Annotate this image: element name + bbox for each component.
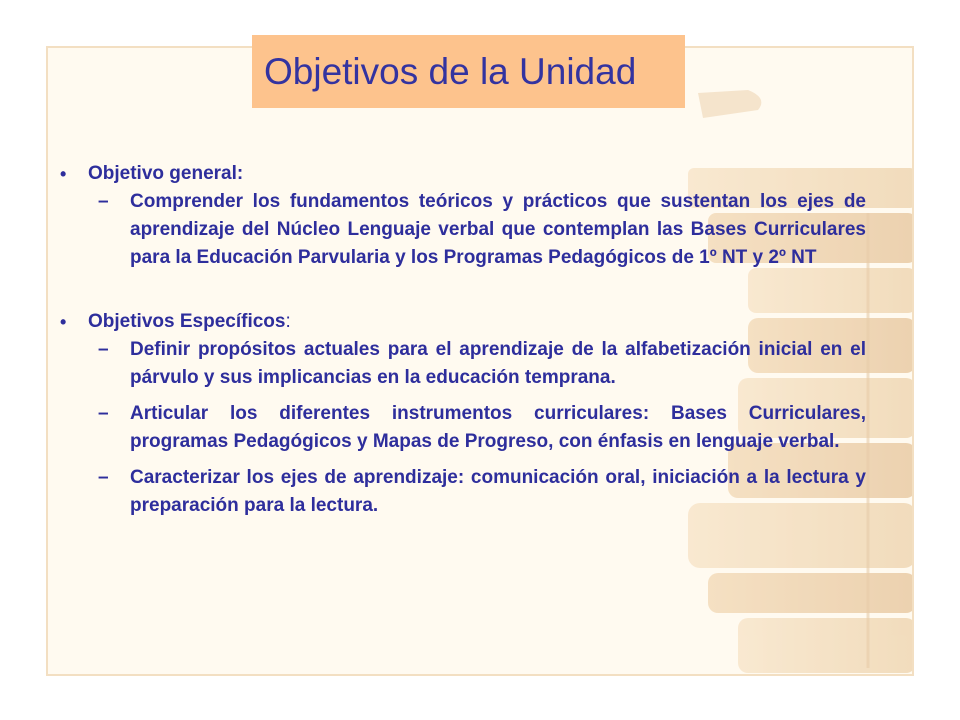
specific-heading-text: Objetivos Específicos xyxy=(88,311,286,332)
general-objective-heading xyxy=(56,160,866,188)
dash-icon: – xyxy=(98,191,109,212)
slide-title: Objetivos de la Unidad xyxy=(264,51,637,92)
specific-item-text: Articular los diferentes instrumentos curriculares: Bases Curriculares, programas Pedagógicos y Mapas de Progreso, con énfasis en lenguaje verbal. xyxy=(130,403,866,452)
specific-item-text: Caracterizar los ejes de aprendizaje: comunicación oral, iniciación a la lectura y preparación para la lectura. xyxy=(130,467,866,516)
general-item-text: Comprender los fundamentos teóricos y prácticos que sustentan los ejes de aprendizaje del Núcleo Lenguaje verbal que contemplan las Bases Curriculares para la Educación Parvularia y los Programas Pedagógicos de 1º NT y 2º NT xyxy=(130,191,866,268)
general-objective-item xyxy=(56,188,866,272)
specific-objective-item xyxy=(56,400,866,456)
title-box xyxy=(252,35,685,108)
specific-item-text: Definir propósitos actuales para el aprendizaje de la alfabetización inicial en el párvulo y sus implicancias en la educación temprana. xyxy=(130,339,866,388)
specific-objectives-heading xyxy=(56,308,866,336)
specific-heading-colon: : xyxy=(285,311,291,332)
dash-icon: – xyxy=(98,467,109,488)
bullet-icon: • xyxy=(60,164,67,184)
general-heading-text: Objetivo general: xyxy=(88,163,244,184)
specific-objective-item xyxy=(56,336,866,392)
bullet-icon: • xyxy=(60,312,67,332)
objectives-content xyxy=(56,160,866,520)
specific-objective-item xyxy=(56,464,866,520)
dash-icon: – xyxy=(98,339,109,360)
dash-icon: – xyxy=(98,403,109,424)
